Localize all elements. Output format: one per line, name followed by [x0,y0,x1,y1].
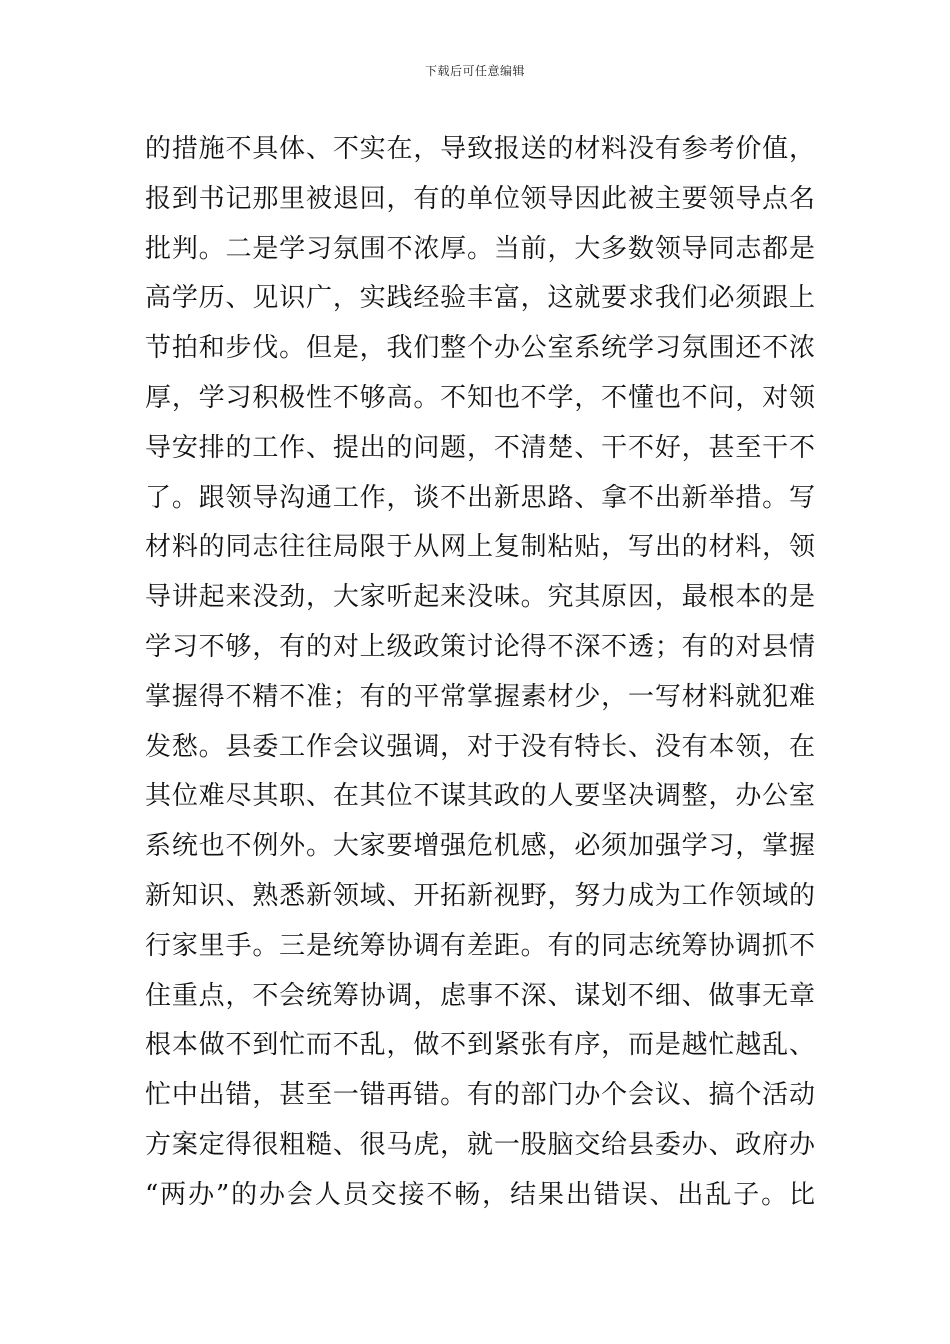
text-line: 报到书记那里被退回，有的单位领导因此被主要领导点名 [145,183,815,214]
text-line: 节拍和步伐。但是，我们整个办公室系统学习氛围还不浓 [145,333,815,364]
text-line: 新知识、熟悉新领域、开拓新视野，努力成为工作领域的 [145,880,815,911]
text-line: 导讲起来没劲，大家听起来没味。究其原因，最根本的是 [145,582,815,613]
header-note: 下载后可任意编辑 [424,64,525,78]
text-line: 忙中出错，甚至一错再错。有的部门办个会议、搞个活动 [145,1080,815,1111]
text-line: 其位难尽其职、在其位不谋其政的人要坚决调整，办公室 [145,781,815,812]
text-line: 住重点，不会统筹协调，虑事不深、谋划不细、做事无章 [145,980,815,1011]
text-line: 的措施不具体、不实在，导致报送的材料没有参考价值， [145,134,815,164]
text-line: 材料的同志往往局限于从网上复制粘贴，写出的材料，领 [145,532,815,563]
text-line: 学习不够，有的对上级政策讨论得不深不透；有的对县情 [145,631,815,662]
text-line: 行家里手。三是统筹协调有差距。有的同志统筹协调抓不 [145,930,815,961]
text-line: 发愁。县委工作会议强调，对于没有特长、没有本领，在 [145,731,815,762]
text-line: 了。跟领导沟通工作，谈不出新思路、拿不出新举措。写 [145,482,815,513]
text-line: 厚，学习积极性不够高。不知也不学，不懂也不问，对领 [145,382,815,413]
text-line: 系统也不例外。大家要增强危机感，必须加强学习，掌握 [145,831,815,862]
text-line: 方案定得很粗糙、很马虎，就一股脑交给县委办、政府办 [145,1129,815,1160]
text-line: 高学历、见识广，实践经验丰富，这就要求我们必须跟上 [145,283,815,314]
text-line: 掌握得不精不准；有的平常掌握素材少，一写材料就犯难 [145,681,815,712]
text-line: “两办”的办会人员交接不畅，结果出错误、出乱子。比 [145,1179,815,1210]
document-body [145,125,815,1221]
text-line: 导安排的工作、提出的问题，不清楚、干不好，甚至干不 [145,432,815,463]
text-line: 批判。二是学习氛围不浓厚。当前，大多数领导同志都是 [145,233,815,264]
text-line: 根本做不到忙而不乱，做不到紧张有序，而是越忙越乱、 [145,1030,815,1061]
